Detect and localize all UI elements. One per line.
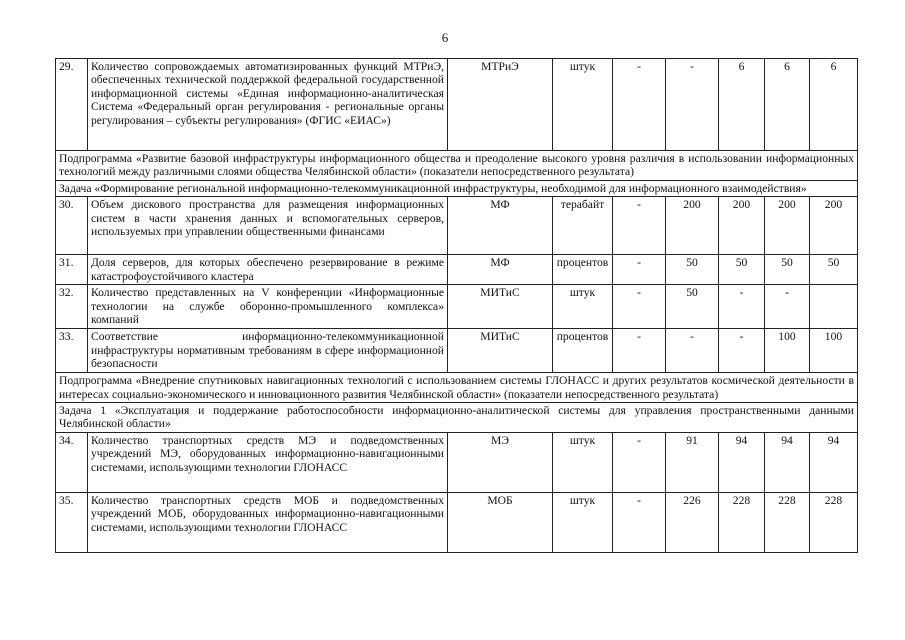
task-row — [56, 403, 858, 433]
indicator-text: Количество транспортных средств МЭ и подведомственных учреждений МЭ, оборудованных информационно-навигационными системами, использующими технологии ГЛОНАСС — [88, 432, 448, 492]
value-cell: 228 — [765, 492, 810, 552]
responsible-org: МИТиС — [448, 329, 553, 373]
value-cell: 228 — [810, 492, 858, 552]
value-cell: - — [613, 329, 666, 373]
value-cell: - — [613, 492, 666, 552]
value-cell: 200 — [810, 197, 858, 255]
unit-cell: штук — [553, 285, 613, 329]
indicator-text: Количество транспортных средств МОБ и подведомственных учреждений МОБ, оборудованных информационно-навигационными системами, использующими технологии ГЛОНАСС — [88, 492, 448, 552]
value-cell: - — [613, 197, 666, 255]
value-cell: - — [719, 285, 765, 329]
value-cell — [810, 285, 858, 329]
row-number: 29. — [56, 59, 88, 151]
value-cell: - — [613, 285, 666, 329]
row-number: 34. — [56, 432, 88, 492]
row-number: 32. — [56, 285, 88, 329]
table-row — [56, 255, 858, 285]
value-cell: 200 — [666, 197, 719, 255]
value-cell: 50 — [666, 255, 719, 285]
indicator-text: Объем дискового пространства для размещения информационных систем в части хранения данных и вспомогательных серверов, используемых при управлении общественными финансами — [88, 197, 448, 255]
indicator-text: Доля серверов, для которых обеспечено резервирование в режиме катастрофоустойчивого кластера — [88, 255, 448, 285]
value-cell: - — [613, 432, 666, 492]
value-cell: 6 — [719, 59, 765, 151]
value-cell: 200 — [719, 197, 765, 255]
value-cell: - — [613, 59, 666, 151]
responsible-org: МОБ — [448, 492, 553, 552]
row-number: 35. — [56, 492, 88, 552]
value-cell: 6 — [765, 59, 810, 151]
table-row — [56, 432, 858, 492]
indicator-text: Соответствие информационно-телекоммуникационной инфраструктуры нормативным требованиям в сфере информационной безопасности — [88, 329, 448, 373]
subprogram-title: Подпрограмма «Внедрение спутниковых навигационных технологий с использованием системы ГЛОНАСС и других результатов космической деятельности в интересах социально-экономического и инновационного развития Челябинской области» (показатели непосредственного результата) — [56, 373, 858, 403]
value-cell: 200 — [765, 197, 810, 255]
responsible-org: МИТиС — [448, 285, 553, 329]
responsible-org: МТРиЭ — [448, 59, 553, 151]
row-number: 33. — [56, 329, 88, 373]
unit-cell: терабайт — [553, 197, 613, 255]
table-row — [56, 197, 858, 255]
indicator-text: Количество сопровождаемых автоматизированных функций МТРиЭ, обеспеченных технической поддержкой федеральной государственной информационной системы «Единая информационно-аналитическая Система «Федеральный орган регулирования - региональные органы регулирования – субъекты регулирования» (ФГИС «ЕИАС») — [88, 59, 448, 151]
unit-cell: процентов — [553, 329, 613, 373]
task-title: Задача «Формирование региональной информационно-телекоммуникационной инфраструктуры, необходимой для информационного взаимодействия» — [56, 180, 858, 196]
responsible-org: МЭ — [448, 432, 553, 492]
subprogram-row — [56, 151, 858, 181]
table-row — [56, 285, 858, 329]
value-cell: 94 — [719, 432, 765, 492]
value-cell: 100 — [810, 329, 858, 373]
value-cell: 94 — [765, 432, 810, 492]
value-cell: 94 — [810, 432, 858, 492]
unit-cell: процентов — [553, 255, 613, 285]
value-cell: 226 — [666, 492, 719, 552]
responsible-org: МФ — [448, 255, 553, 285]
value-cell: 91 — [666, 432, 719, 492]
value-cell: 50 — [810, 255, 858, 285]
task-title: Задача 1 «Эксплуатация и поддержание работоспособности информационно-аналитической системы для управления пространственными данными Челябинской области» — [56, 403, 858, 433]
task-row — [56, 180, 858, 196]
value-cell: 228 — [719, 492, 765, 552]
table-row — [56, 329, 858, 373]
row-number: 30. — [56, 197, 88, 255]
subprogram-row — [56, 373, 858, 403]
indicators-table — [55, 58, 858, 553]
value-cell: 100 — [765, 329, 810, 373]
value-cell: 50 — [765, 255, 810, 285]
unit-cell: штук — [553, 59, 613, 151]
value-cell: 50 — [719, 255, 765, 285]
value-cell: - — [666, 329, 719, 373]
responsible-org: МФ — [448, 197, 553, 255]
value-cell: - — [666, 59, 719, 151]
row-number: 31. — [56, 255, 88, 285]
value-cell: - — [719, 329, 765, 373]
unit-cell: штук — [553, 492, 613, 552]
value-cell: 6 — [810, 59, 858, 151]
unit-cell: штук — [553, 432, 613, 492]
value-cell: - — [613, 255, 666, 285]
page-number: 6 — [441, 30, 449, 45]
value-cell: 50 — [666, 285, 719, 329]
subprogram-title: Подпрограмма «Развитие базовой инфраструктуры информационного общества и преодоление высокого уровня различия в использовании информационных технологий между различными слоями общества Челябинской области» (показатели непосредственного результата) — [56, 151, 858, 181]
table-row — [56, 492, 858, 552]
indicator-text: Количество представленных на V конференции «Информационные технологии на службе оборонно-промышленного комплекса» компаний — [88, 285, 448, 329]
table-row — [56, 59, 858, 151]
value-cell: - — [765, 285, 810, 329]
